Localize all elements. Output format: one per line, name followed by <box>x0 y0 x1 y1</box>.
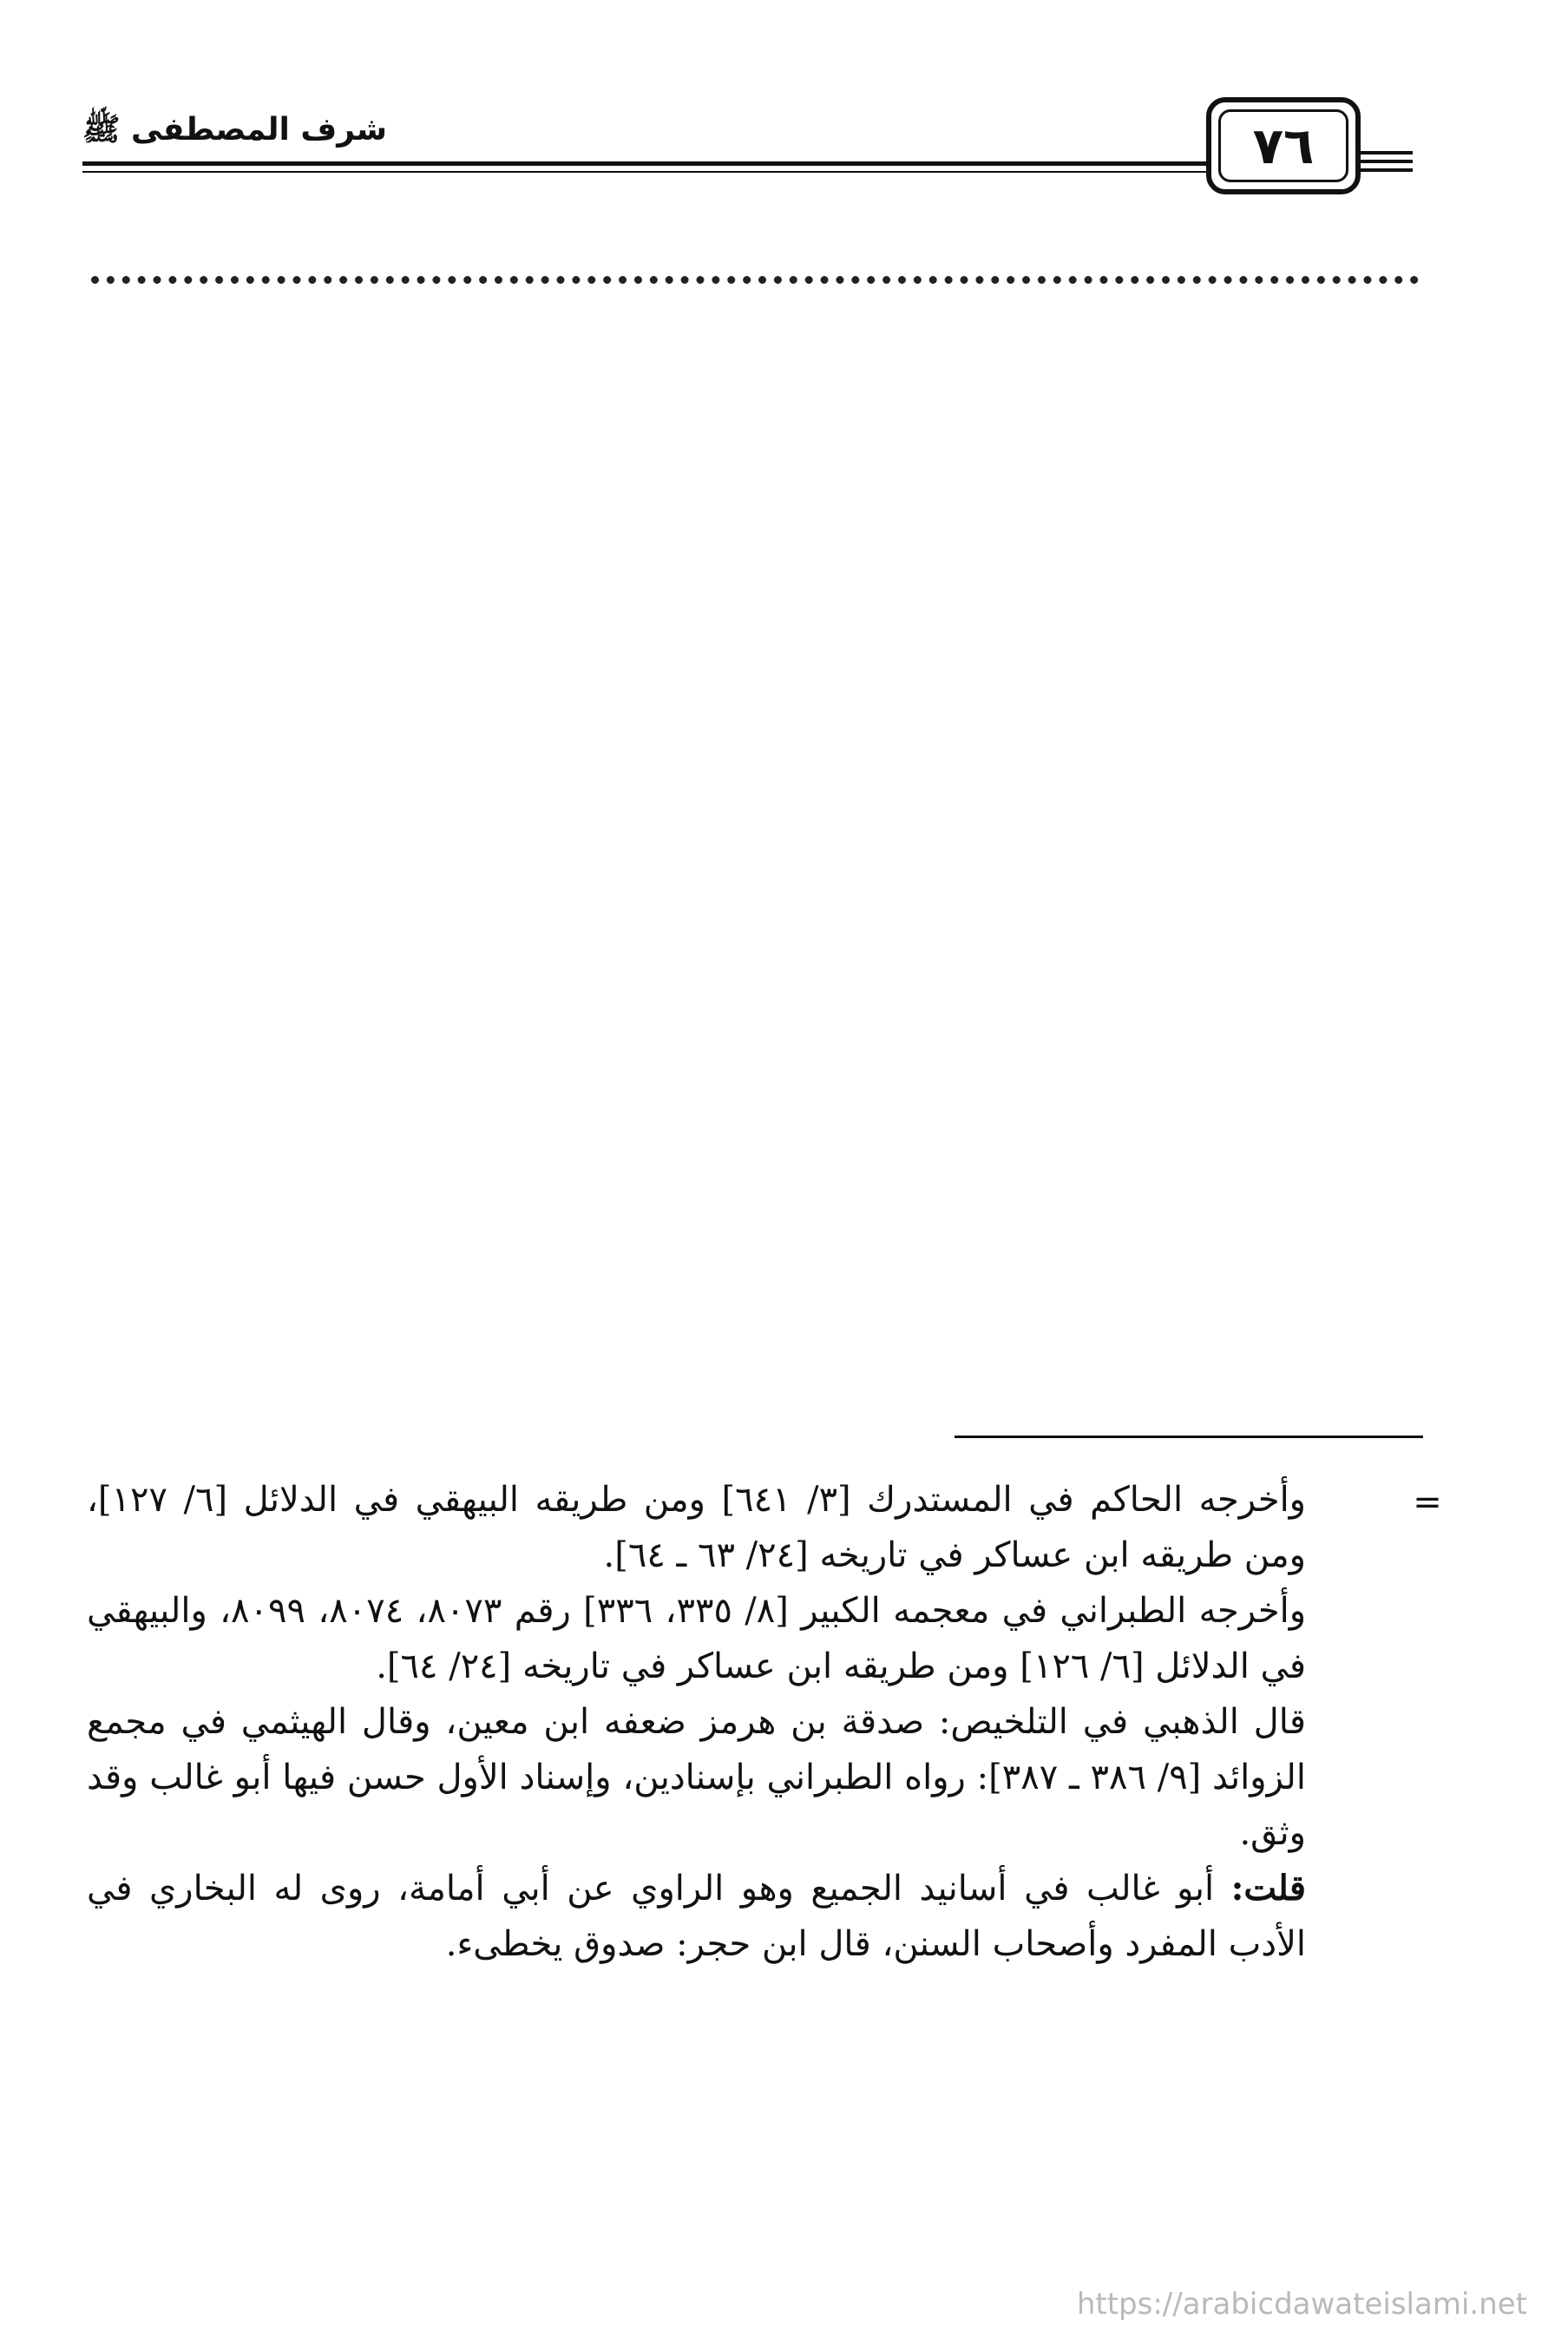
source-url-watermark: https://arabicdawateislami.net <box>1076 2287 1527 2322</box>
page-number-frame <box>1206 97 1361 194</box>
header-rule-thin <box>82 171 1206 173</box>
header-rule-right-top <box>1361 151 1413 154</box>
paragraph-text: وأخرجه الحاكم في المستدرك [٣/ ٦٤١] ومن طريقه البيهقي في الدلائل [٦/ ١٢٧]، ومن طريقه ابن عساكر في تاريخه [٢٤/ ٦٣ ـ ٦٤]. <box>87 1480 1306 1575</box>
footnote-separator-rule <box>955 1436 1423 1438</box>
paragraph-text: قال الذهبي في التلخيص: صدقة بن هرمز ضعفه ابن معين، وقال الهيثمي في مجمع الزوائد [٩/ ٣٨٦ ـ ٣٨٧]: رواه الطبراني بإسنادين، وإسناد الأول حسن فيها أبو غالب وقد وثق. <box>87 1702 1306 1853</box>
header-rule-thick <box>82 161 1206 166</box>
dotted-separator <box>91 276 1419 284</box>
paragraph-text: أبو غالب في أسانيد الجميع وهو الراوي عن أبي أمامة، روى له البخاري في الأدب المفرد وأصحاب السنن، قال ابن حجر: صدوق يخطىء. <box>87 1869 1306 1964</box>
header-rule-right-bottom <box>1361 168 1413 172</box>
page-number: ٧٦ <box>1252 116 1315 175</box>
paragraph-lead: قلت: <box>1230 1868 1306 1909</box>
footnote-paragraph <box>87 1694 1306 1861</box>
running-title: شرف المصطفى ﷺ <box>82 112 388 148</box>
footnote-paragraph <box>87 1861 1306 1972</box>
paragraph-text: وأخرجه الطبراني في معجمه الكبير [٨/ ٣٣٥، ٣٣٦] رقم ٨٠٧٣، ٨٠٧٤، ٨٠٩٩، والبيهقي في الدلائل [٦/ ١٢٦] ومن طريقه ابن عساكر في تاريخه [٢٤/ ٦٤]. <box>87 1591 1307 1686</box>
footnote-text-block <box>87 1472 1306 1972</box>
footnote-paragraph <box>87 1472 1306 1583</box>
footnote-continuation-mark: = <box>1413 1482 1442 1522</box>
header-rule-right-middle <box>1361 160 1413 163</box>
footnote-paragraph <box>87 1583 1306 1694</box>
